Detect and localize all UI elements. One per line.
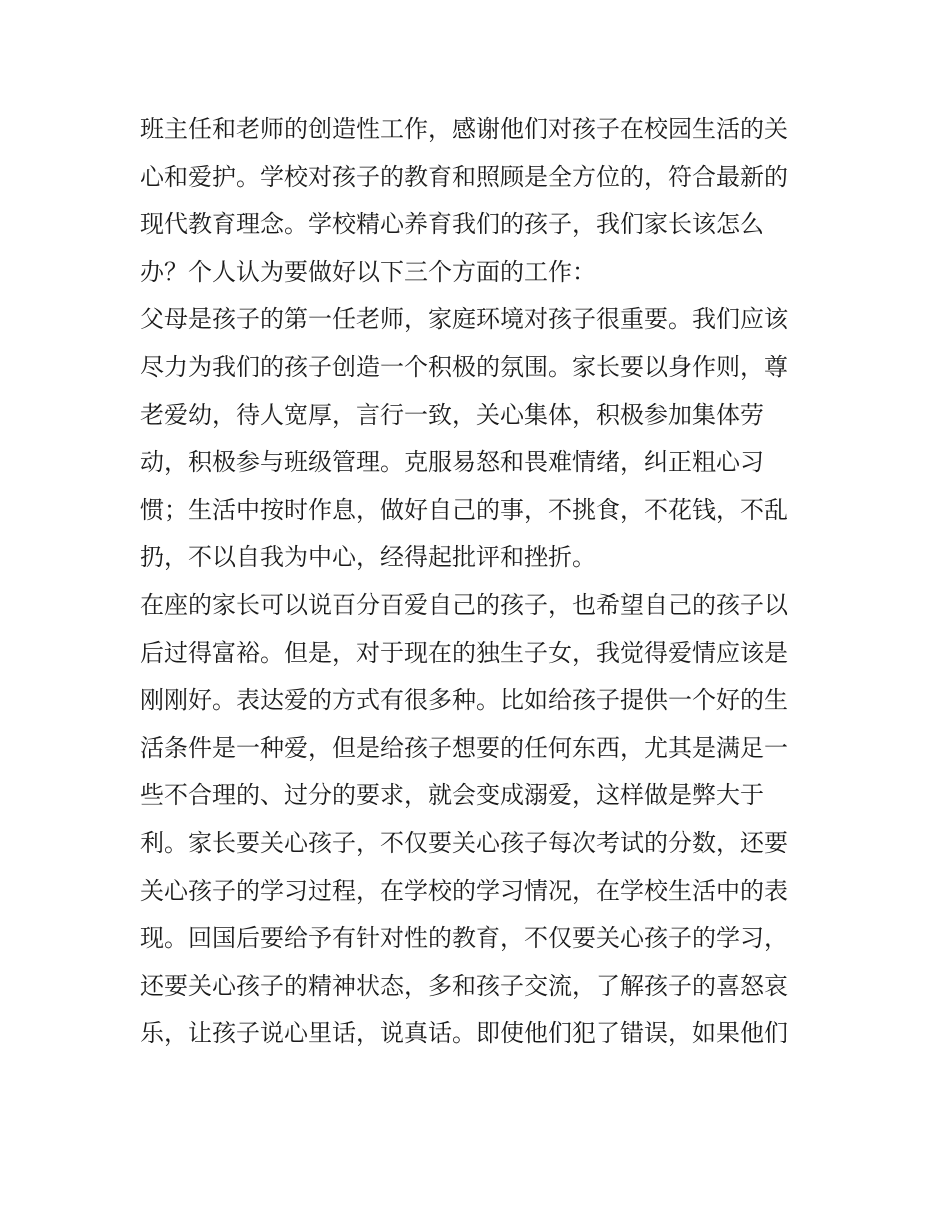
text-line: 后过得富裕。但是，对于现在的独生子女，我觉得爱情应该是 bbox=[140, 638, 788, 667]
text-line: 在座的家长可以说百分百爱自己的孩子，也希望自己的孩子以 bbox=[140, 590, 788, 619]
text-line: 关心孩子的学习过程，在学校的学习情况，在学校生活中的表 bbox=[140, 876, 788, 905]
text-line: 动，积极参与班级管理。克服易怒和畏难情绪，纠正粗心习 bbox=[140, 448, 764, 477]
text-line: 心和爱护。学校对孩子的教育和照顾是全方位的，符合最新的 bbox=[140, 162, 788, 191]
text-line: 活条件是一种爱，但是给孩子想要的任何东西，尤其是满足一 bbox=[140, 733, 788, 762]
text-line: 老爱幼，待人宽厚，言行一致，关心集体，积极参加集体劳 bbox=[140, 400, 764, 429]
body-text bbox=[140, 106, 820, 1058]
text-line: 尽力为我们的孩子创造一个积极的氛围。家长要以身作则，尊 bbox=[140, 352, 788, 381]
text-line: 惯；生活中按时作息，做好自己的事，不挑食，不花钱，不乱 bbox=[140, 495, 788, 524]
text-line: 班主任和老师的创造性工作，感谢他们对孩子在校园生活的关 bbox=[140, 115, 788, 143]
text-line: 现。回国后要给予有针对性的教育，不仅要关心孩子的学习， bbox=[140, 924, 788, 953]
text-line: 乐，让孩子说心里话，说真话。即使他们犯了错误，如果他们 bbox=[140, 1019, 788, 1048]
text-line: 扔，不以自我为中心，经得起批评和挫折。 bbox=[140, 543, 596, 572]
text-line: 办？个人认为要做好以下三个方面的工作： bbox=[140, 257, 596, 286]
text-line: 父母是孩子的第一任老师，家庭环境对孩子很重要。我们应该 bbox=[140, 305, 788, 334]
text-line: 些不合理的、过分的要求，就会变成溺爱，这样做是弊大于 bbox=[140, 781, 764, 810]
text-line: 还要关心孩子的精神状态，多和孩子交流，了解孩子的喜怒哀 bbox=[140, 971, 788, 1000]
text-line: 利。家长要关心孩子，不仅要关心孩子每次考试的分数，还要 bbox=[140, 828, 788, 857]
text-line: 刚刚好。表达爱的方式有很多种。比如给孩子提供一个好的生 bbox=[140, 686, 788, 715]
text-line: 现代教育理念。学校精心养育我们的孩子，我们家长该怎么 bbox=[140, 210, 764, 239]
